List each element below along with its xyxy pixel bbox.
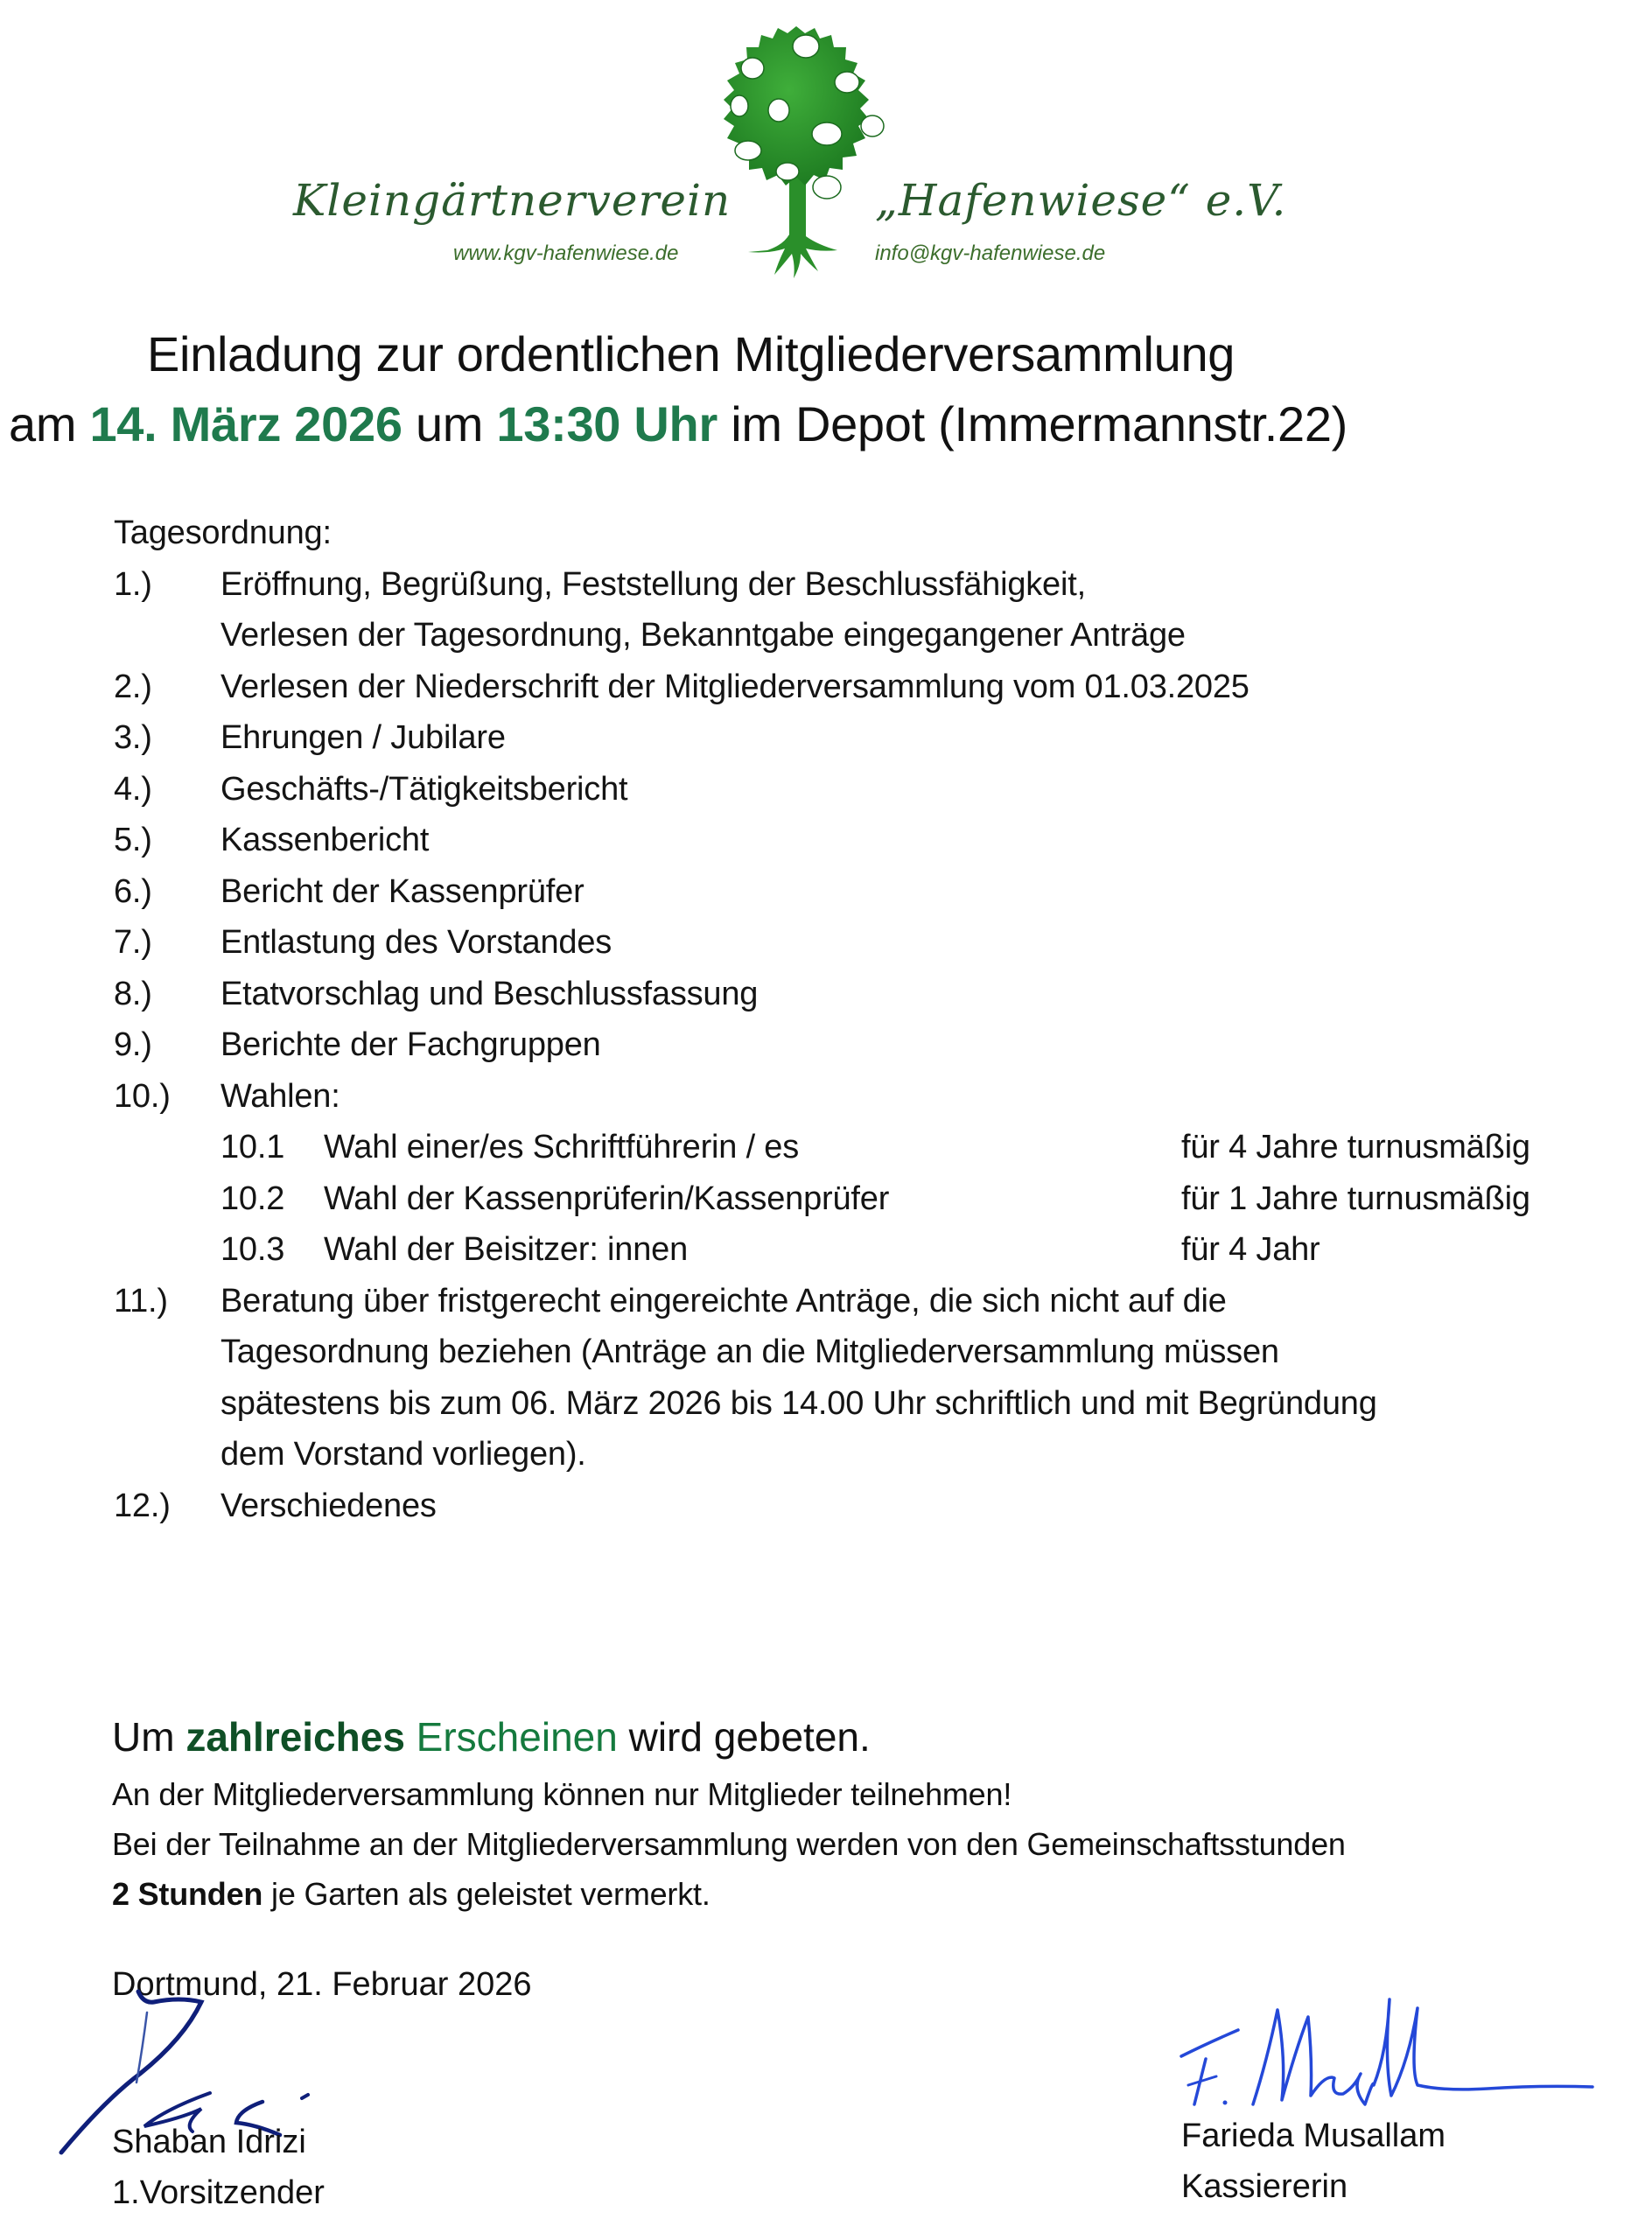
agenda-item-text: dem Vorstand vorliegen). <box>220 1436 586 1473</box>
signature-right <box>1155 1982 1645 2113</box>
agenda-item-number: 1.) <box>114 565 152 603</box>
agenda-item-number: 4.) <box>114 770 152 808</box>
agenda-heading: Tagesordnung: <box>114 514 332 551</box>
apple-tree-icon <box>687 16 906 278</box>
attendance-appeal <box>112 1713 871 1760</box>
agenda-item-text: Wahlen: <box>220 1077 340 1115</box>
election-position: Wahl der Beisitzer: innen <box>324 1231 689 1268</box>
election-number: 10.3 <box>220 1231 285 1268</box>
headline-title: Einladung zur ordentlichen Mitgliederversammlung <box>147 326 1236 382</box>
signer-left-role: 1.Vorsitzender <box>112 2174 325 2211</box>
election-number: 10.1 <box>220 1129 285 1166</box>
hours-credit: 2 Stunden <box>112 1876 263 1912</box>
hours-credit-rest: je Garten als geleistet vermerkt. <box>262 1876 710 1912</box>
agenda-item-text: Eröffnung, Begrüßung, Feststellung der Beschlussfähigkeit, <box>220 565 1086 603</box>
headline-prefix: am <box>9 396 90 452</box>
agenda-item-text: Ehrungen / Jubilare <box>220 719 506 756</box>
appeal-emphasis: zahlreiches <box>186 1714 405 1760</box>
agenda-item-text: Tagesordnung beziehen (Anträge an die Mitgliederversammlung müssen <box>220 1334 1279 1370</box>
headline-mid: um <box>402 396 497 452</box>
agenda-item-text: Entlastung des Vorstandes <box>220 924 612 961</box>
appeal-prefix: Um <box>112 1714 186 1760</box>
agenda-item-text: Kassenbericht <box>220 822 430 858</box>
signer-right-role: Kassiererin <box>1181 2168 1348 2205</box>
agenda-item-number: 11.) <box>114 1282 168 1320</box>
email-link[interactable]: info@kgv-hafenwiese.de <box>875 242 1106 265</box>
meeting-location: im Depot (Immermannstr.22) <box>717 396 1348 452</box>
election-number: 10.2 <box>220 1180 285 1217</box>
agenda-item-text: spätestens bis zum 06. März 2026 bis 14.00 Uhr schriftlich und mit Begründung <box>220 1384 1377 1422</box>
agenda-item-text: Verlesen der Niederschrift der Mitgliederversammlung vom 01.03.2025 <box>220 668 1250 705</box>
election-term: für 4 Jahre turnusmäßig <box>1181 1129 1530 1166</box>
club-name-right: „Hafenwiese“ e.V. <box>875 175 1287 226</box>
agenda-item-text: Geschäfts-/Tätigkeitsbericht <box>220 770 628 808</box>
agenda-item-number: 9.) <box>114 1026 152 1063</box>
agenda-item-text: Etatvorschlag und Beschlussfassung <box>220 975 759 1012</box>
agenda-item-number: 2.) <box>114 668 152 705</box>
agenda-item-number: 5.) <box>114 822 152 858</box>
signer-right-name: Farieda Musallam <box>1181 2118 1446 2154</box>
appeal-green: Erscheinen <box>404 1714 618 1760</box>
agenda-item-number: 7.) <box>114 924 152 961</box>
meeting-time: 13:30 Uhr <box>496 396 718 452</box>
agenda-item-number: 6.) <box>114 872 152 910</box>
election-position: Wahl der Kassenprüferin/Kassenprüfer <box>324 1180 890 1217</box>
appeal-suffix: wird gebeten. <box>617 1714 871 1760</box>
members-only-note: An der Mitgliederversammlung können nur Mitglieder teilnehmen! <box>112 1776 1012 1812</box>
community-hours-note-cont <box>112 1876 710 1913</box>
place-date: Dortmund, 21. Februar 2026 <box>112 1966 532 2003</box>
headline-date-location <box>9 396 1348 452</box>
agenda-item-text: Berichte der Fachgruppen <box>220 1026 601 1063</box>
agenda-item-text: Verlesen der Tagesordnung, Bekanntgabe eingegangener Anträge <box>220 617 1186 654</box>
election-position: Wahl einer/es Schriftführerin / es <box>324 1129 800 1166</box>
agenda-item-text: Bericht der Kassenprüfer <box>220 872 584 910</box>
agenda-item-text: Beratung über fristgerecht eingereichte Anträge, die sich nicht auf die <box>220 1282 1227 1320</box>
agenda-item-number: 12.) <box>114 1487 171 1524</box>
community-hours-note: Bei der Teilnahme an der Mitgliederversammlung werden von den Gemeinschaftsstunden <box>112 1826 1346 1862</box>
agenda-item-number: 3.) <box>114 719 152 756</box>
agenda-item-number: 10.) <box>114 1077 171 1115</box>
election-term: für 1 Jahre turnusmäßig <box>1181 1180 1530 1217</box>
website-link[interactable]: www.kgv-hafenwiese.de <box>453 242 679 265</box>
election-term: für 4 Jahr <box>1181 1231 1320 1268</box>
agenda-item-text: Verschiedenes <box>220 1487 437 1524</box>
agenda-item-number: 8.) <box>114 975 152 1012</box>
club-name-left: Kleingärtnerverein <box>293 175 732 226</box>
signer-left-name: Shaban Idrizi <box>112 2124 306 2160</box>
meeting-date: 14. März 2026 <box>89 396 402 452</box>
